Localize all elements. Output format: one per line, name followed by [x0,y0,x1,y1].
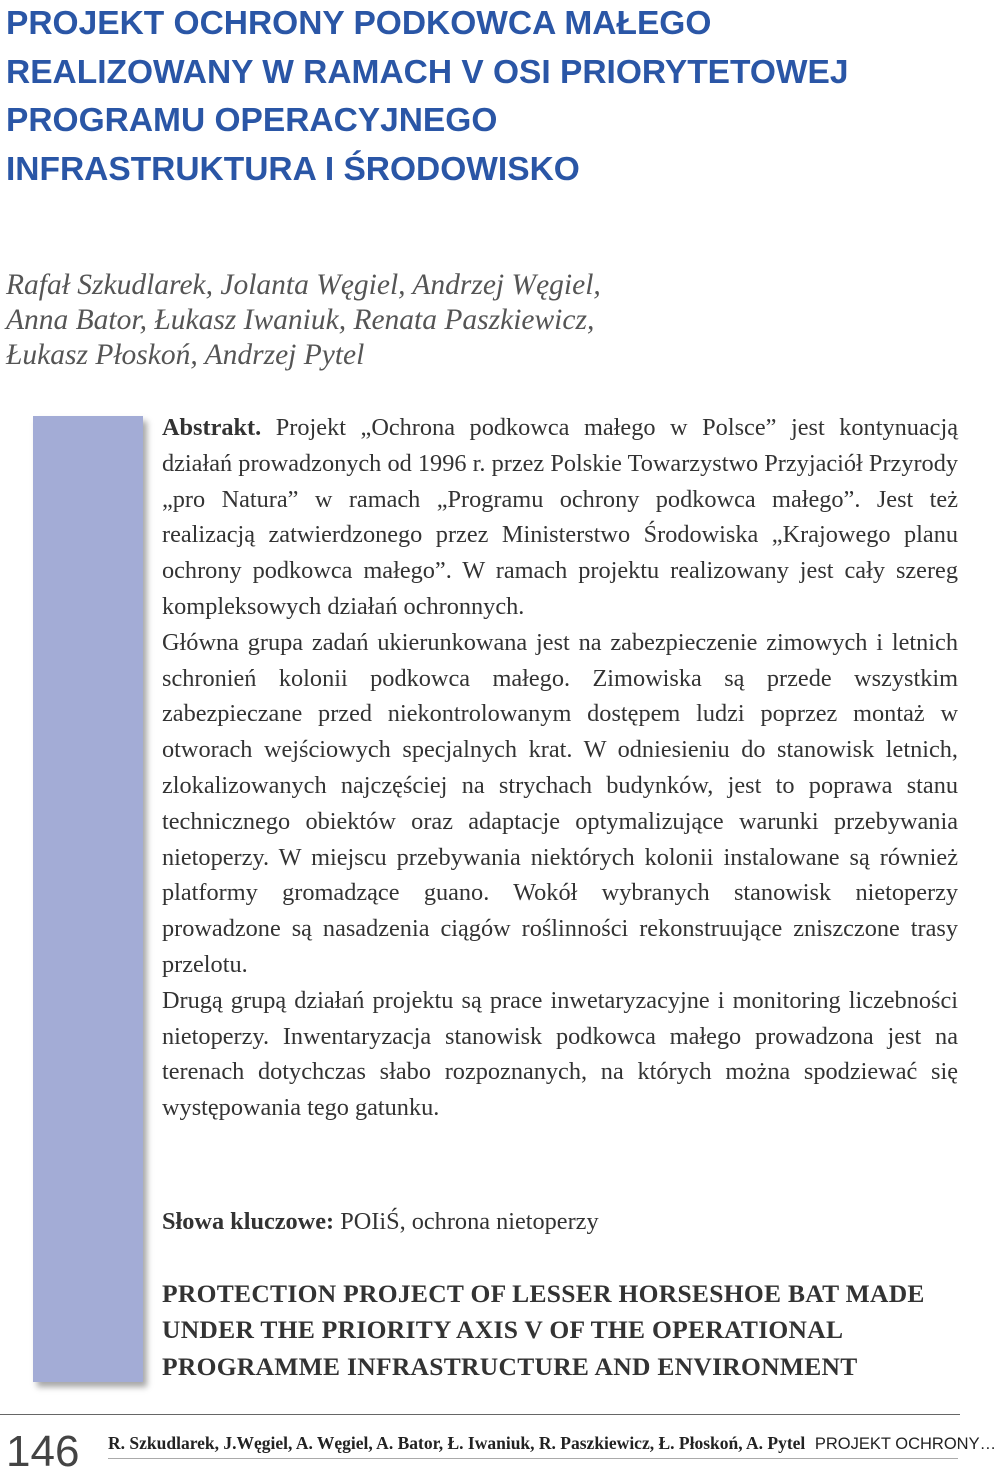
keywords-value: POIiŚ, ochrona nietoperzy [340,1208,599,1235]
abstract-paragraph: Drugą grupą działań projektu są prace inwetaryzacyjne i monitoring liczebności nietoperzy. Inwentaryzacja stanowisk podkowca małego prowadzona jest na terenach dotychczas słabo rozpoznanych, na których można spodziewać się występowania tego gatunku. [162,986,958,1122]
keywords-label: Słowa kluczowe: [162,1208,335,1235]
english-title-line: UNDER THE PRIORITY AXIS V OF THE OPERATIONAL [162,1315,844,1345]
decorative-sidebar [33,416,143,1382]
abstract-label: Abstrakt. [162,414,262,441]
english-title [162,1276,958,1385]
english-title-line: PROGRAMME INFRASTRUCTURE AND ENVIRONMENT [162,1351,858,1381]
running-footer [108,1431,996,1459]
author-line: Łukasz Płoskoń, Andrzej Pytel [6,339,365,371]
title-line: PROGRAMU OPERACYJNEGO [6,102,498,139]
running-authors: R. Szkudlarek, J.Węgiel, A. Węgiel, A. Bator, Ł. Iwaniuk, R. Paszkiewicz, Ł. Płoskoń, A. Pytel [108,1433,806,1453]
abstract-paragraph: Główna grupa zadań ukierunkowana jest na zabezpieczenie zimowych i letnich schronień kolonii podkowca małego. Zimowiska są przede wszystkim zabezpieczane przed niekontrolowanym dostępem ludzi poprzez montaż w otworach wejściowych specjalnych krat. W odniesieniu do stanowisk letnich, zlokalizowanych najczęściej na strychach budynków, jest to poprawa stanu technicznego obiektów oraz adaptacje optymalizujące warunki przebywania nietoperzy. W miejscu przebywania niektórych kolonii instalowane są również platformy gromadzące guano. Wokół wybranych stanowisk nietoperzy prowadzone są nasadzenia ciągów roślinności rekonstruujące zniszczone trasy przelotu. [162,628,958,978]
author-line: Rafał Szkudlarek, Jolanta Węgiel, Andrzej Węgiel, [6,269,601,301]
running-title: PROJEKT OCHRONY… [814,1435,996,1453]
abstract [162,410,958,1126]
page-number: 146 [6,1427,80,1476]
title-line: PROJEKT OCHRONY PODKOWCA MAŁEGO [6,5,712,42]
title-line: INFRASTRUKTURA I ŚRODOWISKO [6,150,580,188]
english-title-line: PROTECTION PROJECT OF LESSER HORSESHOE BAT MADE [162,1279,925,1308]
author-list [6,268,946,373]
keywords [162,1204,958,1240]
abstract-text: Projekt „Ochrona podkowca małego w Polsce” jest kontynuacją działań prowadzonych od 1996 r. przez Polskie Towarzystwo Przyjaciół Przyrody „pro Natura” w ramach „Programu ochrony podkowca małego”. Jest też realizacją zatwierdzonego przez Ministerstwo Środowiska „Krajowego planu ochrony podkowca małego”. W ramach projektu realizowany jest cały szereg kompleksowych działań ochronnych. [162,414,959,620]
article-title [6,0,956,194]
author-line: Anna Bator, Łukasz Iwaniuk, Renata Paszkiewicz, [6,304,595,336]
abstract-paragraph [162,410,958,625]
title-line: REALIZOWANY W RAMACH V OSI PRIORYTETOWEJ [6,53,849,91]
footer-divider [0,1414,960,1415]
